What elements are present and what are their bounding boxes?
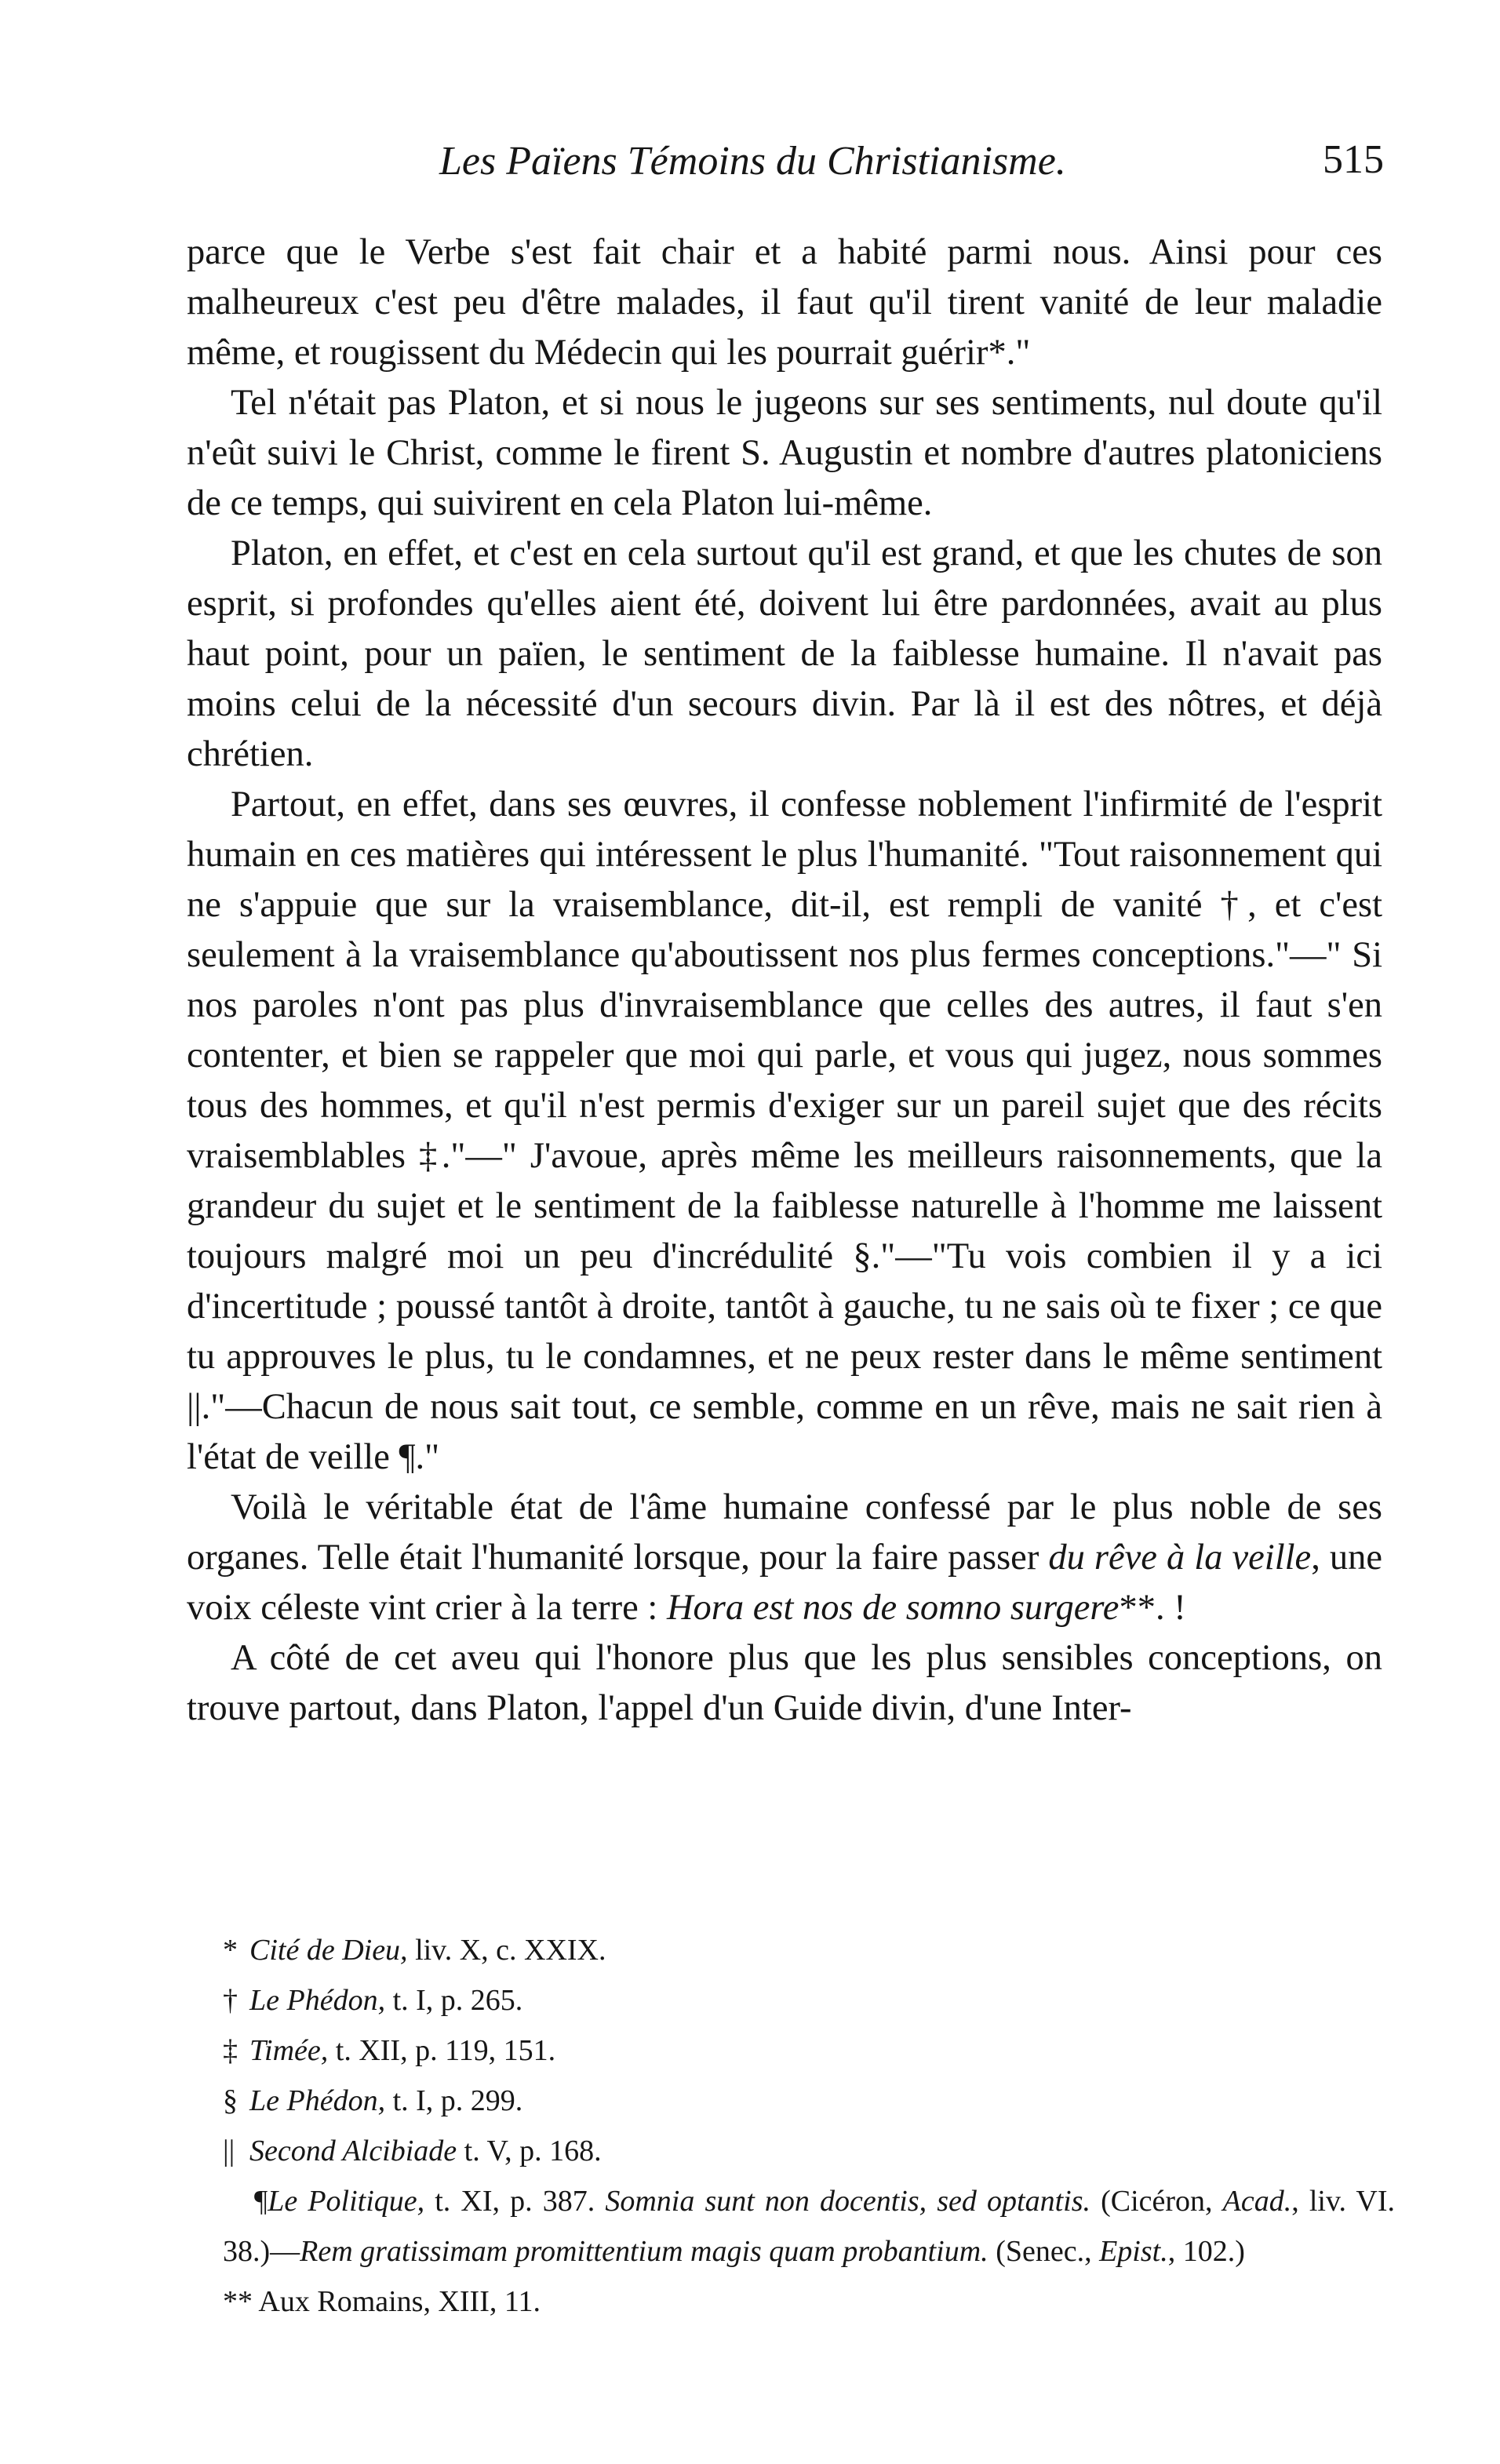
footnote-ref: ¶ — [399, 1437, 416, 1477]
paragraph-6: A côté de cet aveu qui l'honore plus que les plus sensibles conceptions, on trouve partout, dans Platon, l'appel d'un Guide divin, d'une Inter- — [187, 1638, 1382, 1728]
footnote-text: t. I, p. 265. — [385, 1984, 523, 2017]
page-number: 515 — [1323, 137, 1384, 182]
paragraph-text: ."—" J'avoue, après même les meilleurs raisonnements, que la grandeur du sujet et le sentiment de la faiblesse naturelle à l'homme me laissent toujours malgré moi un peu d'incrédulité — [187, 1136, 1382, 1276]
footnote-text: (Cicéron, — [1090, 2185, 1223, 2218]
italic-phrase: du rêve à la veille — [1048, 1538, 1312, 1578]
footnote-text: (Senec., — [988, 2235, 1100, 2268]
footnotes — [187, 1925, 1395, 2327]
paragraph-text: ."—Chacun de nous sait tout, ce semble, comme en un rêve, mais ne sait rien à l'état de veille — [187, 1387, 1382, 1477]
footnote-text: t. I, p. 299. — [385, 2084, 523, 2117]
footnote-5 — [187, 2126, 1395, 2176]
footnote-text: t. XII, p. 119, 151. — [328, 2034, 556, 2067]
paragraph-text: ." — [415, 1437, 440, 1477]
footnote-2 — [187, 1975, 1395, 2025]
footnote-work-title: Le Phédon, — [249, 1984, 386, 2017]
paragraph-text: . ! — [1155, 1588, 1186, 1628]
footnote-source: Epist. — [1099, 2235, 1168, 2268]
paragraph-2: Tel n'était pas Platon, et si nous le jugeons sur ses sentiments, nul doute qu'il n'eût suivi le Christ, comme le firent S. Augustin et nombre d'autres platoniciens de ce temps, qui suivirent en cela Platon lui-même. — [187, 383, 1382, 523]
footnote-ref: ** — [1119, 1588, 1156, 1628]
footnote-text: t. XI, p. 387. — [424, 2185, 606, 2218]
footnote-ref: * — [988, 333, 1007, 373]
footnote-symbol: ¶ — [254, 2185, 268, 2218]
paragraph-text: ." — [1006, 333, 1031, 373]
footnote-1 — [187, 1925, 1395, 1975]
body-text — [187, 227, 1382, 1734]
footnote-work-title: Le Politique, — [268, 2185, 425, 2218]
latin-quote: Rem gratissimam promittentium magis quam probantium. — [300, 2235, 988, 2268]
footnote-source: Acad. — [1222, 2185, 1292, 2218]
footnote-work-title: Timée, — [249, 2034, 329, 2067]
paragraph-text: ."—"Tu vois combien il y a ici d'incertitude ; poussé tantôt à droite, tantôt à gauche, tu ne sais où te fixer ; ce que tu approuves le plus, tu le condamnes, et ne peux rester dans le même sentiment — [187, 1236, 1382, 1377]
paragraph-text: Voilà le véritable état de l'âme humaine confessé par le plus noble de ses organes. Telle était l'humanité lorsque, pour la faire passer — [187, 1487, 1382, 1578]
footnote-symbol: ‡ — [223, 2034, 238, 2067]
footnote-symbol: § — [223, 2084, 238, 2117]
paragraph-5 — [187, 1483, 1382, 1633]
footnote-work-title: Le Phédon, — [249, 2084, 386, 2117]
footnote-7 — [187, 2277, 1395, 2327]
footnote-text: Aux Romains, XIII, 11. — [253, 2285, 541, 2318]
footnote-4 — [187, 2076, 1395, 2126]
paragraph-3: Platon, en effet, et c'est en cela surtout qu'il est grand, et que les chutes de son esprit, si profondes qu'elles aient été, doivent lui être pardonnées, avait au plus haut point, pour un païen, le sentiment de la faiblesse humaine. Il n'avait pas moins celui de la nécessité d'un secours divin. Par là il est des nôtres, et déjà chrétien. — [187, 533, 1382, 774]
footnote-ref: § — [853, 1236, 872, 1276]
running-title: Les Païens Témoins du Christianisme. — [439, 139, 1066, 184]
footnote-ref: † — [1220, 885, 1248, 925]
footnote-ref: || — [187, 1387, 202, 1427]
footnote-work-title: Second Alcibiade — [249, 2135, 457, 2167]
footnote-symbol: || — [223, 2135, 235, 2167]
footnote-symbol: † — [223, 1984, 238, 2017]
footnote-text: t. V, p. 168. — [457, 2135, 602, 2167]
paragraph-text: , et c'est seulement à la vraisemblance qu'aboutissent nos plus fermes conceptions."—" Si nos paroles n'ont pas plus d'invraisemblance que celles des autres, il faut s'en contenter, et bien se rappeler que moi qui parle, et vous qui jugez, nous sommes tous des hommes, et qu'il n'est permis d'exiger sur un pareil sujet que des récits vraisemblables — [187, 885, 1383, 1176]
paragraph-4 — [187, 780, 1382, 1483]
footnote-symbol: ** — [223, 2285, 253, 2318]
footnote-text: liv. X, c. XXIX. — [407, 1934, 606, 1967]
footnote-text: , liv. VI. 38.)— — [223, 2185, 1396, 2268]
footnote-work-title: Cité de Dieu, — [249, 1934, 408, 1967]
footnote-symbol: * — [223, 1934, 238, 1967]
footnote-3 — [187, 2025, 1395, 2076]
footnote-ref: ‡ — [419, 1136, 442, 1176]
paragraph-text: Partout, en effet, dans ses œuvres, il confesse noblement l'infirmité de l'esprit humain en ces matières qui intéressent le plus l'humanité. "Tout raisonnement qui ne s'appuie que sur la vraisemblance, dit-il, est rempli de vanité — [187, 784, 1382, 925]
latin-quote: Hora est nos de somno surgere — [666, 1588, 1120, 1628]
paragraph-text: , une voix céleste vint crier à la terre : — [187, 1538, 1383, 1628]
latin-quote: Somnia sunt non docentis, sed optantis. — [605, 2185, 1090, 2218]
paragraph-text: parce que le Verbe s'est fait chair et a habité parmi nous. Ainsi pour ces malheureux c'est peu d'être malades, il faut qu'il tirent vanité de leur maladie même, et rougissent du Médecin qui les pourrait guérir — [187, 232, 1382, 373]
footnote-6 — [187, 2176, 1395, 2277]
paragraph-1 — [187, 227, 1382, 378]
footnote-text: , 102.) — [1167, 2235, 1245, 2268]
